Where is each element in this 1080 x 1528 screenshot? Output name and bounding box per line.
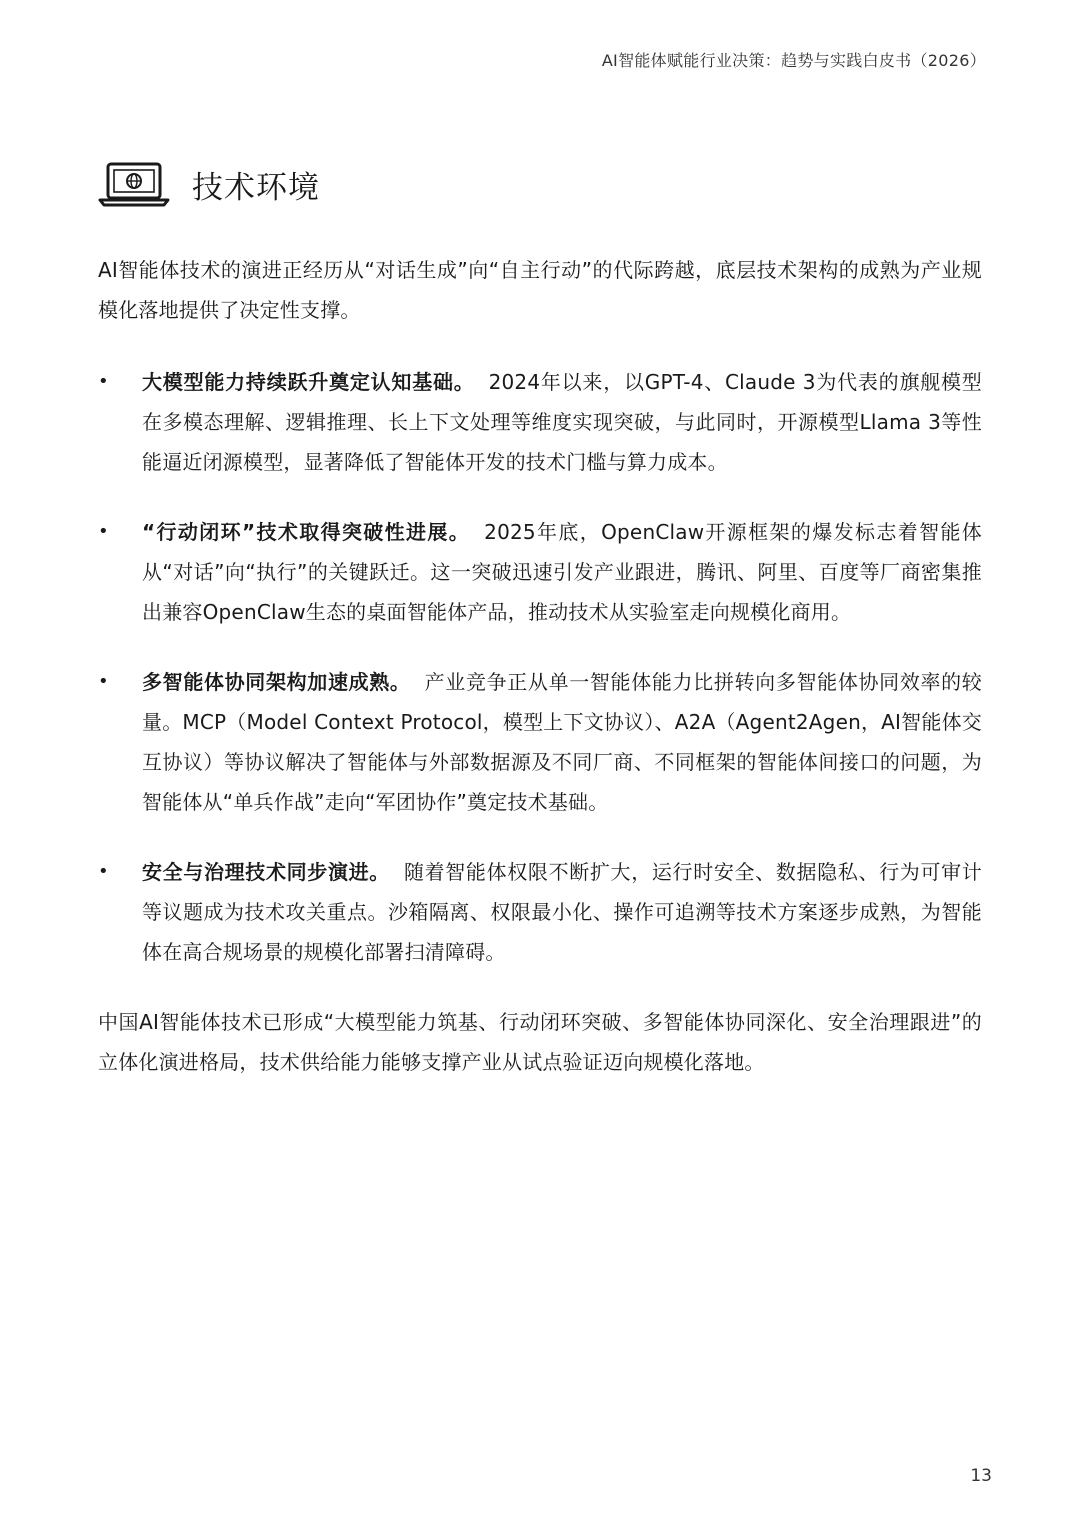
laptop-globe-icon — [98, 160, 170, 208]
bullet-text: 产业竞争正从单一智能体能力比拼转向多智能体协同效率的较量。MCP（Model Context Protocol，模型上下文协议）、A2A（Agent2Agen，AI智能体交互协议）等协议解决了智能体与外部数据源及不同厂商、不同框架的智能体间接口的问题，为智能体从“单兵作战”走向“军团协作”奠定技术基础。 — [142, 670, 982, 814]
page-number: 13 — [970, 1466, 992, 1486]
bullet-item — [98, 362, 982, 482]
bullet-lead: 安全与治理技术同步演进。 — [142, 860, 390, 884]
bullet-text: 随着智能体权限不断扩大，运行时安全、数据隐私、行为可审计等议题成为技术攻关重点。沙箱隔离、权限最小化、操作可追溯等技术方案逐步成熟，为智能体在高合规场景的规模化部署扫清障碍。 — [142, 860, 982, 964]
body-content — [98, 250, 982, 1082]
bullet-marker: • — [98, 861, 109, 882]
intro-paragraph: AI智能体技术的演进正经历从“对话生成”向“自主行动”的代际跨越，底层技术架构的成熟为产业规模化落地提供了决定性支撑。 — [98, 258, 982, 322]
running-header: AI智能体赋能行业决策：趋势与实践白皮书（2026） — [601, 51, 986, 70]
bullet-marker: • — [98, 521, 109, 542]
bullet-list — [98, 362, 982, 972]
bullet-text: 2024年以来，以GPT-4、Claude 3为代表的旗舰模型在多模态理解、逻辑推理、长上下文处理等维度实现突破，与此同时，开源模型Llama 3等性能逼近闭源模型，显著降低了智能体开发的技术门槛与算力成本。 — [142, 370, 983, 474]
bullet-marker: • — [98, 371, 109, 392]
bullet-item — [98, 512, 982, 632]
closing-paragraph: 中国AI智能体技术已形成“大模型能力筑基、行动闭环突破、多智能体协同深化、安全治理跟进”的立体化演进格局，技术供给能力能够支撑产业从试点验证迈向规模化落地。 — [98, 1010, 982, 1074]
bullet-item — [98, 662, 982, 822]
bullet-lead: 多智能体协同架构加速成熟。 — [142, 670, 411, 694]
bullet-item — [98, 852, 982, 972]
bullet-lead: 大模型能力持续跃升奠定认知基础。 — [142, 370, 475, 394]
section-heading — [98, 160, 320, 208]
bullet-text: 2025年底，OpenClaw开源框架的爆发标志着智能体从“对话”向“执行”的关键跃迁。这一突破迅速引发产业跟进，腾讯、阿里、百度等厂商密集推出兼容OpenClaw生态的桌面智能体产品，推动技术从实验室走向规模化商用。 — [142, 520, 982, 624]
bullet-marker: • — [98, 671, 109, 692]
section-title: 技术环境 — [192, 169, 320, 206]
bullet-lead: “行动闭环”技术取得突破性进展。 — [142, 520, 471, 544]
